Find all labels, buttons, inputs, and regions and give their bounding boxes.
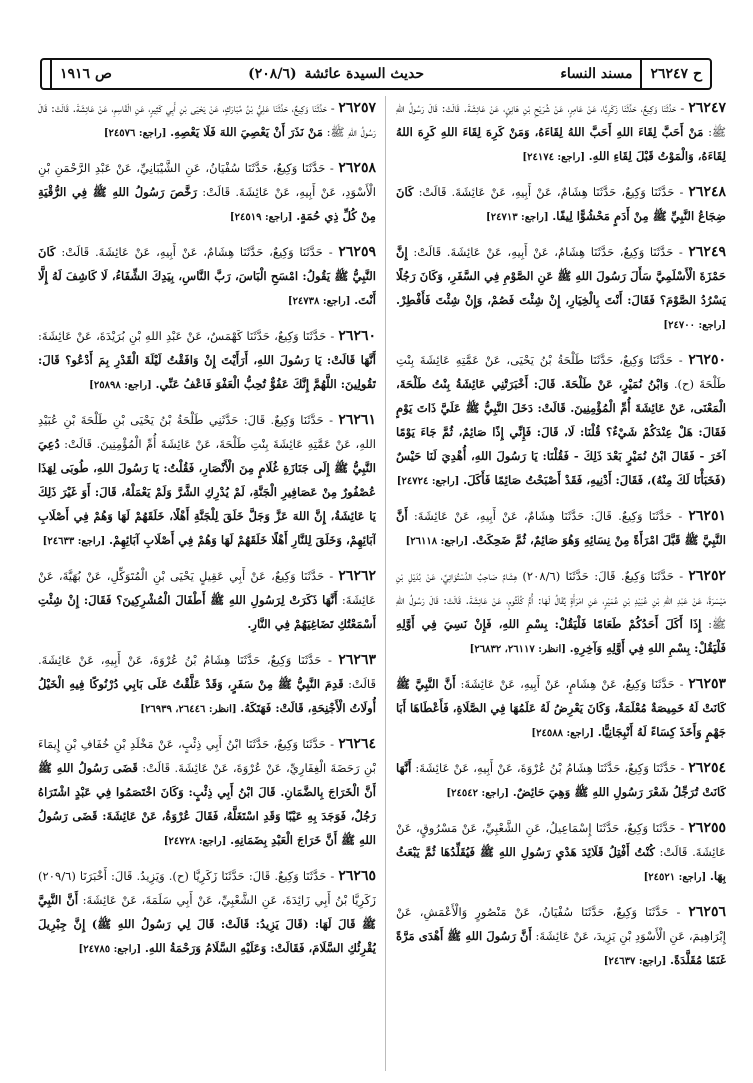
hadith-entry: ٢٦٢٥٤ - حَدَّثَنَا وَكِيعٌ، حَدَّثَنَا هِشَامُ بْنُ عُرْوَةَ، عَنْ أَبِيهِ، عَنْ عَائِشَةَ: أَنَّهَا كَانَتْ تُرَجِّلُ شَعْرَ رَسُولِ اللهِ ﷺ وَهِيَ حَائِضٌ. [راجع: ٢٤٥٤٢] [396,760,726,799]
hadith-entry: ٢٦٢٥٩ - حَدَّثَنَا وَكِيعٌ، حَدَّثَنَا هِشَامٌ، عَنْ أَبِيهِ، عَنْ عَائِشَةَ. قَالَتْ: كَانَ النَّبِيُّ ﷺ يَقُولُ: امْسَحِ الْبَاسَ، رَبَّ النَّاسِ، بِيَدِكَ الشِّفَاءُ، لَا كَاشِفَ لَهُ إِلَّا أَنْتَ. [راجع: ٢٤٧٣٨] [38,244,376,307]
hadith-number: ٢٦٢٥٩ [338,244,376,260]
hadith-matn: مَنْ نَذَرَ أَنْ يَعْصِيَ اللهَ فَلَا يَعْصِهِ. [170,125,323,139]
hadith-number: ٢٦٢٦٣ [338,652,376,668]
column-divider [385,96,386,1071]
hadith-isnad: حَدَّثَنَا وَكِيعٌ. قَالَ: حَدَّثَنَا هِشَامٌ، عَنْ أَبِيهِ، عَنْ عَائِشَةَ: [413,509,673,523]
hadith-reference: [راجع: ٢٤٧٣٨] [287,296,351,307]
header-right-group [560,60,702,88]
hadith-reference: [راجع: ٢٤٦٣٣] [42,536,106,547]
hadith-matn: أَنَّ رَسُولَ اللهِ ﷺ أَهْدَى مَرَّةً غَنَمًا مُقَلَّدَةً. [396,929,726,967]
hadith-number: ٢٦٢٦٢ [338,568,376,584]
hadith-matn: أَنَّ النَّبِيَّ ﷺ قَالَ لَهَا: (قَالَ يَزِيدُ: قَالَتْ: قَالَ لِي رَسُولُ اللهِ ﷺ) إِنَّ جِبْرِيلَ يُقْرِئُكِ السَّلَامَ، فَقَالَتْ: وَعَلَيْهِ السَّلَامُ وَرَحْمَةُ اللهِ. [38,893,376,955]
section-title: حديث السيدة عائشة [304,66,425,82]
hadith-matn: كُنْتُ أَفْتِلُ قَلَائِدَ هَدْيِ رَسُولِ اللهِ ﷺ فَيُقَلِّدُهَا ثُمَّ يَبْعَثُ بِهَا. [396,845,726,883]
hadith-isnad: حَدَّثَنَا وَكِيعٌ، حَدَّثَنَا كَهْمَسٌ، عَنْ عَبْدِ اللهِ بْنِ بُرَيْدَةَ، عَنْ عَائِشَةَ: [38,329,327,343]
hadith-number: ٢٦٢٦٤ [338,736,376,752]
hadith-matn: أَنَّهَا ذَكَرَتْ لِرَسُولِ اللهِ ﷺ أَطْفَالَ الْمُشْرِكِينَ؟ فَقَالَ: إِنْ شِئْتِ أَسْمَعْتُكِ تَضَاغِيَهُمْ فِي النَّارِ. [38,593,376,631]
hadith-entry: ٢٦٢٦٤ - حَدَّثَنَا وَكِيعٌ، حَدَّثَنَا ابْنُ أَبِي ذِئْبٍ، عَنْ مَخْلَدِ بْنِ خُفَافِ بْنِ إِيمَاءَ بْنِ رَحَضَةَ الْغِفَارِيِّ، عَنْ عُرْوَةَ، عَنْ عَائِشَةَ. قَالَتْ: قَضَى رَسُولُ اللهِ ﷺ أَنَّ الْخَرَاجَ بِالضَّمَانِ. قَالَ ابْنُ أَبِي ذِئْبٍ: وَكَانَ اخْتَصَمُوا فِي عَبْدٍ اشْتَرَاهُ رَجُلٌ، فَوَجَدَ بِهِ عَيْبًا وَقَدِ اسْتَغَلَّهُ، فَقَالَ عُرْوَةُ، عَنْ عَائِشَةَ: قَضَى رَسُولُ اللهِ ﷺ أَنَّ خَرَاجَ الْعَبْدِ بِضَمَانِهِ. [راجع: ٢٤٧٢٨] [38,736,376,847]
hadith-entry: ٢٦٢٤٨ - حَدَّثَنَا وَكِيعٌ، حَدَّثَنَا هِشَامٌ، عَنْ أَبِيهِ، عَنْ عَائِشَةَ. قَالَتْ: كَانَ ضِجَاعُ النَّبِيِّ ﷺ مِنْ أَدَمٍ مَحْشُوًّا لِيفًا. [راجع: ٢٤٧١٣] [396,184,726,223]
hadith-entry: ٢٦٢٥٠ - حَدَّثَنَا وَكِيعٌ، حَدَّثَنَا طَلْحَةُ بْنُ يَحْيَى، عَنْ عَمَّتِهِ عَائِشَةَ بِنْتِ طَلْحَةَ (ح). وَابْنُ نُمَيْرٍ، عَنْ طَلْحَةَ. قَالَ: أَخْبَرَتْنِي عَائِشَةُ بِنْتُ طَلْحَةَ، الْمَعْنَى، عَنْ عَائِشَةَ أُمِّ الْمُؤْمِنِينَ. قَالَتْ: دَخَلَ النَّبِيُّ ﷺ عَلَيَّ ذَاتَ يَوْمٍ فَقَالَ: هَلْ عِنْدَكُمْ شَيْءٌ؟ قُلْنَا: لَا، قَالَ: فَإِنِّي إِذًا صَائِمٌ، ثُمَّ جَاءَ يَوْمًا آخَرَ - فَقَالَ ابْنُ نُمَيْرٍ بَعْدَ ذَلِكَ - فَقُلْنَا: يَا رَسُولَ اللهِ، أُهْدِيَ لَنَا حَيْسٌ (فَخَبَأْنَا لَكَ مِنْهُ)، فَقَالَ: أَدْنِيهِ، فَقَدْ أَصْبَحْتُ صَائِمًا فَأَكَلَ. [راجع: ٢٤٧٢٤] [396,352,726,487]
hadith-range: ح ٢٦٢٤٧ [650,66,702,82]
hadith-reference: [انظر: ٢٦٤٤٦، ٢٦٩٣٩] [140,704,237,715]
hadith-isnad: حَدَّثَنَا وَكِيعٌ، حَدَّثَنَا زَكَرِيَّا، عَنْ عَامِرٍ، عَنْ شُرَيْحِ بْنِ هَانِئٍ، عَنْ عَائِشَةَ. قَالَتْ: قَالَ رَسُولُ اللهِ ﷺ: [396,101,726,139]
hadith-reference: [راجع: ٢٤٥٢١] [643,872,707,883]
hadith-number: ٢٦٢٦١ [338,412,376,428]
hadith-isnad: حَدَّثَنَا وَكِيعٌ. قَالَ: حَدَّثَنِي طَلْحَةُ بْنُ يَحْيَى بْنِ طَلْحَةَ بْنِ عُبَيْدِ اللهِ، عَنْ عَمَّتِهِ عَائِشَةَ بِنْتِ طَلْحَةَ، عَنْ عَائِشَةَ أُمِّ الْمُؤْمِنِينَ. قَالَتْ: [38,413,376,451]
hadith-isnad: حَدَّثَنَا وَكِيعٌ. قَالَ: حَدَّثَنَا زَكَرِيَّا (ح). وَيَزِيدُ. قَالَ: أَخْبَرَنَا (٢٠٩/٦) زَكَرِيَّا بْنُ أَبِي زَائِدَةَ، عَنِ الشَّعْبِيِّ، عَنْ أَبِي سَلَمَةَ، عَنْ عَائِشَةَ: [38,869,376,907]
hadith-matn: كَانَ النَّبِيُّ ﷺ يَقُولُ: امْسَحِ الْبَاسَ، رَبَّ النَّاسِ، بِيَدِكَ الشِّفَاءُ، لَا كَاشِفَ لَهُ إِلَّا أَنْتَ. [38,245,376,307]
hadith-number: ٢٦٢٤٨ [688,184,726,200]
hadith-number: ٢٦٢٤٩ [688,244,726,260]
hadith-number: ٢٦٢٤٧ [688,100,726,116]
hadith-number: ٢٦٢٥١ [688,508,726,524]
page-number: ص ١٩١٦ [60,66,112,82]
hadith-isnad: حَدَّثَنَا وَكِيعٌ، حَدَّثَنَا هِشَامُ بْنُ عُرْوَةَ، عَنْ أَبِيهِ، عَنْ عَائِشَةَ. قَالَتْ: [38,653,376,691]
hadith-entry: ٢٦٢٥٨ - حَدَّثَنَا وَكِيعٌ، حَدَّثَنَا سُفْيَانُ، عَنِ الشَّيْبَانِيِّ، عَنْ عَبْدِ الرَّحْمَنِ بْنِ الْأَسْوَدِ، عَنْ أَبِيهِ، عَنْ عَائِشَةَ. قَالَتْ: رَخَّصَ رَسُولُ اللهِ ﷺ فِي الرُّقْيَةِ مِنْ كُلِّ ذِي حُمَةٍ. [راجع: ٢٤٥١٩] [38,160,376,223]
hadith-number: ٢٦٢٦٠ [338,328,376,344]
header-divider [640,60,642,88]
hadith-reference: [راجع: ٢٤٥٨٨] [531,728,595,739]
hadith-matn: كَانَ ضِجَاعُ النَّبِيِّ ﷺ مِنْ أَدَمٍ مَحْشُوًّا لِيفًا. [396,185,726,223]
hadith-isnad: حَدَّثَنَا وَكِيعٌ، حَدَّثَنَا ابْنُ أَبِي ذِئْبٍ، عَنْ مَخْلَدِ بْنِ خُفَافِ بْنِ إِيمَاءَ بْنِ رَحَضَةَ الْغِفَارِيِّ، عَنْ عُرْوَةَ، عَنْ عَائِشَةَ. قَالَتْ: [38,737,376,775]
hadith-number: ٢٦٢٥٦ [688,904,726,920]
hadith-entry: ٢٦٢٥١ - حَدَّثَنَا وَكِيعٌ. قَالَ: حَدَّثَنَا هِشَامٌ، عَنْ أَبِيهِ، عَنْ عَائِشَةَ: أَنَّ النَّبِيَّ ﷺ قَبَّلَ امْرَأَةً مِنْ نِسَائِهِ وَهُوَ صَائِمٌ، ثُمَّ ضَحِكَتْ. [راجع: ٢٦١١٨] [396,508,726,547]
hadith-isnad: حَدَّثَنَا وَكِيعٌ، عَنْ هِشَامٍ، عَنْ أَبِيهِ، عَنْ عَائِشَةَ: [460,677,675,691]
hadith-number: ٢٦٢٥٨ [338,160,376,176]
hadith-entry: ٢٦٢٥٦ - حَدَّثَنَا وَكِيعٌ، حَدَّثَنَا سُفْيَانُ، عَنْ مَنْصُورٍ وَالْأَعْمَشِ، عَنْ إِبْرَاهِيمَ، عَنِ الْأَسْوَدِ بْنِ يَزِيدَ، عَنْ عَائِشَةَ: أَنَّ رَسُولَ اللهِ ﷺ أَهْدَى مَرَّةً غَنَمًا مُقَلَّدَةً. [راجع: ٢٤٦٣٧] [396,904,726,967]
hadith-reference: [راجع: ٢٤٥١٩] [229,212,293,223]
hadith-isnad: حَدَّثَنَا وَكِيعٌ، حَدَّثَنَا عَلِيُّ بْنُ مُبَارَكٍ، عَنْ يَحْيَى بْنِ أَبِي كَثِيرٍ، عَنِ الْقَاسِمِ، عَنْ عَائِشَةَ. قَالَتْ: قَالَ رَسُولُ اللهِ ﷺ: [38,101,376,139]
hadith-reference: [راجع: ٢٤٧١٣] [485,212,549,223]
hadith-isnad: حَدَّثَنَا وَكِيعٌ، حَدَّثَنَا هِشَامٌ، عَنْ أَبِيهِ، عَنْ عَائِشَةَ. قَالَتْ: [413,245,674,259]
hadith-isnad: حَدَّثَنَا وَكِيعٌ، حَدَّثَنَا طَلْحَةُ بْنُ يَحْيَى، عَنْ عَمَّتِهِ عَائِشَةَ بِنْتِ طَلْحَةَ (ح). [396,353,726,391]
hadith-number: ٢٦٢٥٢ [688,568,726,584]
right-column [396,96,726,1071]
hadith-reference: [راجع: ٢٤٧٨٥] [78,944,142,955]
hadith-isnad: حَدَّثَنَا وَكِيعٌ، حَدَّثَنَا سُفْيَانُ، عَنْ مَنْصُورٍ وَالْأَعْمَشِ، عَنْ إِبْرَاهِيمَ، عَنِ الْأَسْوَدِ بْنِ يَزِيدَ، عَنْ عَائِشَةَ: [396,905,726,943]
hadith-number: ٢٦٢٦٥ [338,868,376,884]
header-left-group [50,60,112,88]
book-title: مسند النساء [560,66,633,82]
hadith-reference: [راجع: ٢٥٨٩٨] [89,380,152,391]
hadith-reference: [راجع: ٢٤٧٢٤] [396,476,460,487]
hadith-number: ٢٦٢٥٧ [338,100,376,116]
hadith-isnad: حَدَّثَنَا وَكِيعٌ، حَدَّثَنَا هِشَامٌ، عَنْ أَبِيهِ، عَنْ عَائِشَةَ. قَالَتْ: [418,185,675,199]
hadith-entry: ٢٦٢٤٩ - حَدَّثَنَا وَكِيعٌ، حَدَّثَنَا هِشَامٌ، عَنْ أَبِيهِ، عَنْ عَائِشَةَ. قَالَتْ: إِنَّ حَمْزَةَ الْأَسْلَمِيَّ سَأَلَ رَسُولَ اللهِ ﷺ عَنِ الصَّوْمِ فِي السَّفَرِ، وَكَانَ رَجُلًا يَسْرُدُ الصَّوْمَ؟ فَقَالَ: أَنْتَ بِالْخِيَارِ، إِنْ شِئْتَ فَصُمْ، وَإِنْ شِئْتَ فَأَفْطِرْ. [راجع: ٢٤٧٠٠] [396,244,726,331]
hadith-isnad: حَدَّثَنَا وَكِيعٌ، عَنْ أَبِي عَقِيلٍ يَحْيَى بْنِ الْمُتَوَكِّلِ، عَنْ بُهَيَّةَ، عَنْ عَائِشَةَ: [38,569,376,607]
hadith-entry: ٢٦٢٦٥ - حَدَّثَنَا وَكِيعٌ. قَالَ: حَدَّثَنَا زَكَرِيَّا (ح). وَيَزِيدُ. قَالَ: أَخْبَرَنَا (٢٠٩/٦) زَكَرِيَّا بْنُ أَبِي زَائِدَةَ، عَنِ الشَّعْبِيِّ، عَنْ أَبِي سَلَمَةَ، عَنْ عَائِشَةَ: أَنَّ النَّبِيَّ ﷺ قَالَ لَهَا: (قَالَ يَزِيدُ: قَالَتْ: قَالَ لِي رَسُولُ اللهِ ﷺ) إِنَّ جِبْرِيلَ يُقْرِئُكِ السَّلَامَ، فَقَالَتْ: وَعَلَيْهِ السَّلَامُ وَرَحْمَةُ اللهِ. [راجع: ٢٤٧٨٥] [38,868,376,955]
volume-reference: (٢٠٨/٦) [248,66,297,82]
hadith-matn: وَابْنُ نُمَيْرٍ، عَنْ طَلْحَةَ. قَالَ: أَخْبَرَتْنِي عَائِشَةُ بِنْتُ طَلْحَةَ، الْمَعْنَى، عَنْ عَائِشَةَ أُمِّ الْمُؤْمِنِينَ. قَالَتْ: دَخَلَ النَّبِيُّ ﷺ عَلَيَّ ذَاتَ يَوْمٍ فَقَالَ: هَلْ عِنْدَكُمْ شَيْءٌ؟ قُلْنَا: لَا، قَالَ: فَإِنِّي إِذًا صَائِمٌ، ثُمَّ جَاءَ يَوْمًا آخَرَ - فَقَالَ ابْنُ نُمَيْرٍ بَعْدَ ذَلِكَ - فَقُلْنَا: يَا رَسُولَ اللهِ، أُهْدِيَ لَنَا حَيْسٌ (فَخَبَأْنَا لَكَ مِنْهُ)، فَقَالَ: أَدْنِيهِ، فَقَدْ أَصْبَحْتُ صَائِمًا فَأَكَلَ. [396,377,726,487]
page-header [40,58,712,90]
hadith-reference: [راجع: ٢٤١٧٤] [522,152,585,163]
hadith-matn: أَنَّهَا كَانَتْ تُرَجِّلُ شَعْرَ رَسُولِ اللهِ ﷺ وَهِيَ حَائِضٌ. [396,761,726,799]
hadith-number: ٢٦٢٥٤ [688,760,726,776]
hadith-reference: [انظر: ٢٦١١٧، ٢٦٨٣٢] [469,644,566,655]
hadith-matn: رَخَّصَ رَسُولُ اللهِ ﷺ فِي الرُّقْيَةِ مِنْ كُلِّ ذِي حُمَةٍ. [38,185,376,223]
hadith-entry: ٢٦٢٥٣ - حَدَّثَنَا وَكِيعٌ، عَنْ هِشَامٍ، عَنْ أَبِيهِ، عَنْ عَائِشَةَ: أَنَّ النَّبِيَّ ﷺ كَانَتْ لَهُ خَمِيصَةٌ مُعْلَمَةٌ، وَكَانَ يَعْرِضُ لَهُ عَلَمُهَا فِي الصَّلَاةِ، فَأَعْطَاهَا أَبَا جَهْمٍ وَأَخَذَ كِسَاءً لَهُ أَنْبِجَانِيًّا. [راجع: ٢٤٥٨٨] [396,676,726,739]
hadith-isnad: حَدَّثَنَا وَكِيعٌ، حَدَّثَنَا إِسْمَاعِيلُ، عَنِ الشَّعْبِيِّ، عَنْ مَسْرُوقٍ، عَنْ عَائِشَةَ. قَالَتْ: [396,821,726,859]
header-divider [50,60,52,88]
hadith-reference: [راجع: ٢٤٥٧٦] [103,128,167,139]
hadith-reference: [راجع: ٢٤٥٤٢] [446,788,510,799]
hadith-number: ٢٦٢٥٥ [688,820,726,836]
hadith-isnad: حَدَّثَنَا وَكِيعٌ، حَدَّثَنَا سُفْيَانُ، عَنِ الشَّيْبَانِيِّ، عَنْ عَبْدِ الرَّحْمَنِ بْنِ الْأَسْوَدِ، عَنْ أَبِيهِ، عَنْ عَائِشَةَ. قَالَتْ: [38,161,376,199]
hadith-matn: أَنَّهَا قَالَتْ: يَا رَسُولَ اللهِ، أَرَأَيْتَ إِنْ وَافَقْتُ لَيْلَةَ الْقَدْرِ بِمَ أَدْعُو؟ قَالَ: تَقُولِينَ: اللَّهُمَّ إِنَّكَ عَفُوٌّ تُحِبُّ الْعَفْوَ فَاعْفُ عَنِّي. [38,353,376,391]
hadith-matn: مَنْ أَحَبَّ لِقَاءَ اللهِ أَحَبَّ اللهُ لِقَاءَهُ، وَمَنْ كَرِهَ لِقَاءَ اللهِ كَرِهَ اللهُ لِقَاءَهُ، وَالْمَوْتُ قَبْلَ لِقَاءِ اللهِ. [396,125,726,163]
hadith-number: ٢٦٢٥٠ [688,352,726,368]
hadith-matn: أَنَّ النَّبِيَّ ﷺ كَانَتْ لَهُ خَمِيصَةٌ مُعْلَمَةٌ، وَكَانَ يَعْرِضُ لَهُ عَلَمُهَا فِي الصَّلَاةِ، فَأَعْطَاهَا أَبَا جَهْمٍ وَأَخَذَ كِسَاءً لَهُ أَنْبِجَانِيًّا. [396,677,726,739]
hadith-entry: ٢٦٢٦٢ - حَدَّثَنَا وَكِيعٌ، عَنْ أَبِي عَقِيلٍ يَحْيَى بْنِ الْمُتَوَكِّلِ، عَنْ بُهَيَّةَ، عَنْ عَائِشَةَ: أَنَّهَا ذَكَرَتْ لِرَسُولِ اللهِ ﷺ أَطْفَالَ الْمُشْرِكِينَ؟ فَقَالَ: إِنْ شِئْتِ أَسْمَعْتُكِ تَضَاغِيَهُمْ فِي النَّارِ. [38,568,376,631]
hadith-entry: ٢٦٢٤٧ - حَدَّثَنَا وَكِيعٌ، حَدَّثَنَا زَكَرِيَّا، عَنْ عَامِرٍ، عَنْ شُرَيْحِ بْنِ هَانِئٍ، عَنْ عَائِشَةَ. قَالَتْ: قَالَ رَسُولُ اللهِ ﷺ: مَنْ أَحَبَّ لِقَاءَ اللهِ أَحَبَّ اللهُ لِقَاءَهُ، وَمَنْ كَرِهَ لِقَاءَ اللهِ كَرِهَ اللهُ لِقَاءَهُ، وَالْمَوْتُ قَبْلَ لِقَاءِ اللهِ. [راجع: ٢٤١٧٤] [396,100,726,163]
hadith-isnad: حَدَّثَنَا وَكِيعٌ. قَالَ: حَدَّثَنَا (٢٠٨/٦) هِشَامٌ صَاحِبُ الدَّسْتُوَائِيِّ، عَنْ بُدَيْلِ بْنِ مَيْسَرَةَ، عَنْ عَبْدِ اللهِ بْنِ عُبَيْدِ بْنِ عُمَيْرٍ، عَنِ امْرَأَةٍ يُقَالُ لَهَا: أُمُّ كُلْثُومٍ، عَنْ عَائِشَةَ. قَالَتْ: قَالَ رَسُولُ اللهِ ﷺ: [396,569,726,631]
left-column [38,96,376,1071]
hadith-matn: إِنَّ حَمْزَةَ الْأَسْلَمِيَّ سَأَلَ رَسُولَ اللهِ ﷺ عَنِ الصَّوْمِ فِي السَّفَرِ، وَكَانَ رَجُلًا يَسْرُدُ الصَّوْمَ؟ فَقَالَ: أَنْتَ بِالْخِيَارِ، إِنْ شِئْتَ فَصُمْ، وَإِنْ شِئْتَ فَأَفْطِرْ. [396,245,726,307]
hadith-entry: ٢٦٢٦٠ - حَدَّثَنَا وَكِيعٌ، حَدَّثَنَا كَهْمَسٌ، عَنْ عَبْدِ اللهِ بْنِ بُرَيْدَةَ، عَنْ عَائِشَةَ: أَنَّهَا قَالَتْ: يَا رَسُولَ اللهِ، أَرَأَيْتَ إِنْ وَافَقْتُ لَيْلَةَ الْقَدْرِ بِمَ أَدْعُو؟ قَالَ: تَقُولِينَ: اللَّهُمَّ إِنَّكَ عَفُوٌّ تُحِبُّ الْعَفْوَ فَاعْفُ عَنِّي. [راجع: ٢٥٨٩٨] [38,328,376,391]
hadith-isnad: حَدَّثَنَا وَكِيعٌ، حَدَّثَنَا هِشَامُ بْنُ عُرْوَةَ، عَنْ أَبِيهِ، عَنْ عَائِشَةَ: [415,761,677,775]
hadith-reference: [راجع: ٢٤٧٢٨] [163,836,227,847]
hadith-isnad: حَدَّثَنَا وَكِيعٌ، حَدَّثَنَا هِشَامٌ، عَنْ أَبِيهِ، عَنْ عَائِشَةَ. قَالَتْ: [61,245,323,259]
hadith-reference: [راجع: ٢٤٦٣٧] [603,956,667,967]
hadith-matn: دُعِيَ النَّبِيُّ ﷺ إِلَى جَنَازَةِ غُلَامٍ مِنَ الْأَنْصَارِ، فَقُلْتُ: يَا رَسُولَ اللهِ، طُوبَى لِهَذَا عُصْفُورٌ مِنْ عَصَافِيرِ الْجَنَّةِ، لَمْ يُدْرِكِ الشَّرَّ وَلَمْ يَعْمَلْهُ، قَالَ: أَوَ غَيْرَ ذَلِكَ يَا عَائِشَةُ، إِنَّ اللهَ عَزَّ وَجَلَّ خَلَقَ لِلْجَنَّةِ أَهْلًا، خَلَقَهُمْ لَهَا وَهُمْ فِي أَصْلَابِ آبَائِهِمْ، وَخَلَقَ لِلنَّارِ أَهْلًا خَلَقَهُمْ لَهَا وَهُمْ فِي أَصْلَابِ آبَائِهِمْ. [38,437,376,547]
hadith-number: ٢٦٢٥٣ [688,676,726,692]
hadith-entry: ٢٦٢٥٧ - حَدَّثَنَا وَكِيعٌ، حَدَّثَنَا عَلِيُّ بْنُ مُبَارَكٍ، عَنْ يَحْيَى بْنِ أَبِي كَثِيرٍ، عَنِ الْقَاسِمِ، عَنْ عَائِشَةَ. قَالَتْ: قَالَ رَسُولُ اللهِ ﷺ: مَنْ نَذَرَ أَنْ يَعْصِيَ اللهَ فَلَا يَعْصِهِ. [راجع: ٢٤٥٧٦] [38,100,376,139]
hadith-entry: ٢٦٢٦٣ - حَدَّثَنَا وَكِيعٌ، حَدَّثَنَا هِشَامُ بْنُ عُرْوَةَ، عَنْ أَبِيهِ، عَنْ عَائِشَةَ. قَالَتْ: قَدِمَ النَّبِيُّ ﷺ مِنْ سَفَرٍ، وَقَدْ عَلَّقْتُ عَلَى بَابِي دُرْنُوكًا فِيهِ الْخَيْلُ أُولَاتُ الْأَجْنِحَةِ، قَالَتْ: فَهَتَكَهُ. [انظر: ٢٦٤٤٦، ٢٦٩٣٩] [38,652,376,715]
hadith-entry: ٢٦٢٥٢ - حَدَّثَنَا وَكِيعٌ. قَالَ: حَدَّثَنَا (٢٠٨/٦) هِشَامٌ صَاحِبُ الدَّسْتُوَائِيِّ، عَنْ بُدَيْلِ بْنِ مَيْسَرَةَ، عَنْ عَبْدِ اللهِ بْنِ عُبَيْدِ بْنِ عُمَيْرٍ، عَنِ امْرَأَةٍ يُقَالُ لَهَا: أُمُّ كُلْثُومٍ، عَنْ عَائِشَةَ. قَالَتْ: قَالَ رَسُولُ اللهِ ﷺ: إِذَا أَكَلَ أَحَدُكُمْ طَعَامًا فَلْيَقُلْ: بِسْمِ اللهِ، فَإِنْ نَسِيَ فِي أَوَّلِهِ فَلْيَقُلْ: بِسْمِ اللهِ فِي أَوَّلِهِ وَآخِرِهِ. [انظر: ٢٦١١٧، ٢٦٨٣٢] [396,568,726,655]
hadith-reference: [راجع: ٢٦١١٨] [405,536,469,547]
hadith-matn: قَضَى رَسُولُ اللهِ ﷺ أَنَّ الْخَرَاجَ بِالضَّمَانِ. قَالَ ابْنُ أَبِي ذِئْبٍ: وَكَانَ اخْتَصَمُوا فِي عَبْدٍ اشْتَرَاهُ رَجُلٌ، فَوَجَدَ بِهِ عَيْبًا وَقَدِ اسْتَغَلَّهُ، فَقَالَ عُرْوَةُ، عَنْ عَائِشَةَ: قَضَى رَسُولُ اللهِ ﷺ أَنَّ خَرَاجَ الْعَبْدِ بِضَمَانِهِ. [38,761,376,847]
hadith-entry: ٢٦٢٥٥ - حَدَّثَنَا وَكِيعٌ، حَدَّثَنَا إِسْمَاعِيلُ، عَنِ الشَّعْبِيِّ، عَنْ مَسْرُوقٍ، عَنْ عَائِشَةَ. قَالَتْ: كُنْتُ أَفْتِلُ قَلَائِدَ هَدْيِ رَسُولِ اللهِ ﷺ فَيُقَلِّدُهَا ثُمَّ يَبْعَثُ بِهَا. [راجع: ٢٤٥٢١] [396,820,726,883]
hadith-matn: قَدِمَ النَّبِيُّ ﷺ مِنْ سَفَرٍ، وَقَدْ عَلَّقْتُ عَلَى بَابِي دُرْنُوكًا فِيهِ الْخَيْلُ أُولَاتُ الْأَجْنِحَةِ، قَالَتْ: فَهَتَكَهُ. [38,677,376,715]
hadith-reference: [راجع: ٢٤٧٠٠] [663,320,726,331]
hadith-matn: إِذَا أَكَلَ أَحَدُكُمْ طَعَامًا فَلْيَقُلْ: بِسْمِ اللهِ، فَإِنْ نَسِيَ فِي أَوَّلِهِ فَلْيَقُلْ: بِسْمِ اللهِ فِي أَوَّلِهِ وَآخِرِهِ. [396,617,726,655]
hadith-entry: ٢٦٢٦١ - حَدَّثَنَا وَكِيعٌ. قَالَ: حَدَّثَنِي طَلْحَةُ بْنُ يَحْيَى بْنِ طَلْحَةَ بْنِ عُبَيْدِ اللهِ، عَنْ عَمَّتِهِ عَائِشَةَ بِنْتِ طَلْحَةَ، عَنْ عَائِشَةَ أُمِّ الْمُؤْمِنِينَ. قَالَتْ: دُعِيَ النَّبِيُّ ﷺ إِلَى جَنَازَةِ غُلَامٍ مِنَ الْأَنْصَارِ، فَقُلْتُ: يَا رَسُولَ اللهِ، طُوبَى لِهَذَا عُصْفُورٌ مِنْ عَصَافِيرِ الْجَنَّةِ، لَمْ يُدْرِكِ الشَّرَّ وَلَمْ يَعْمَلْهُ، قَالَ: أَوَ غَيْرَ ذَلِكَ يَا عَائِشَةُ، إِنَّ اللهَ عَزَّ وَجَلَّ خَلَقَ لِلْجَنَّةِ أَهْلًا، خَلَقَهُمْ لَهَا وَهُمْ فِي أَصْلَابِ آبَائِهِمْ، وَخَلَقَ لِلنَّارِ أَهْلًا خَلَقَهُمْ لَهَا وَهُمْ فِي أَصْلَابِ آبَائِهِمْ. [راجع: ٢٤٦٣٣] [38,412,376,547]
hadith-matn: أَنَّ النَّبِيَّ ﷺ قَبَّلَ امْرَأَةً مِنْ نِسَائِهِ وَهُوَ صَائِمٌ، ثُمَّ ضَحِكَتْ. [396,509,726,547]
header-center [248,66,424,82]
